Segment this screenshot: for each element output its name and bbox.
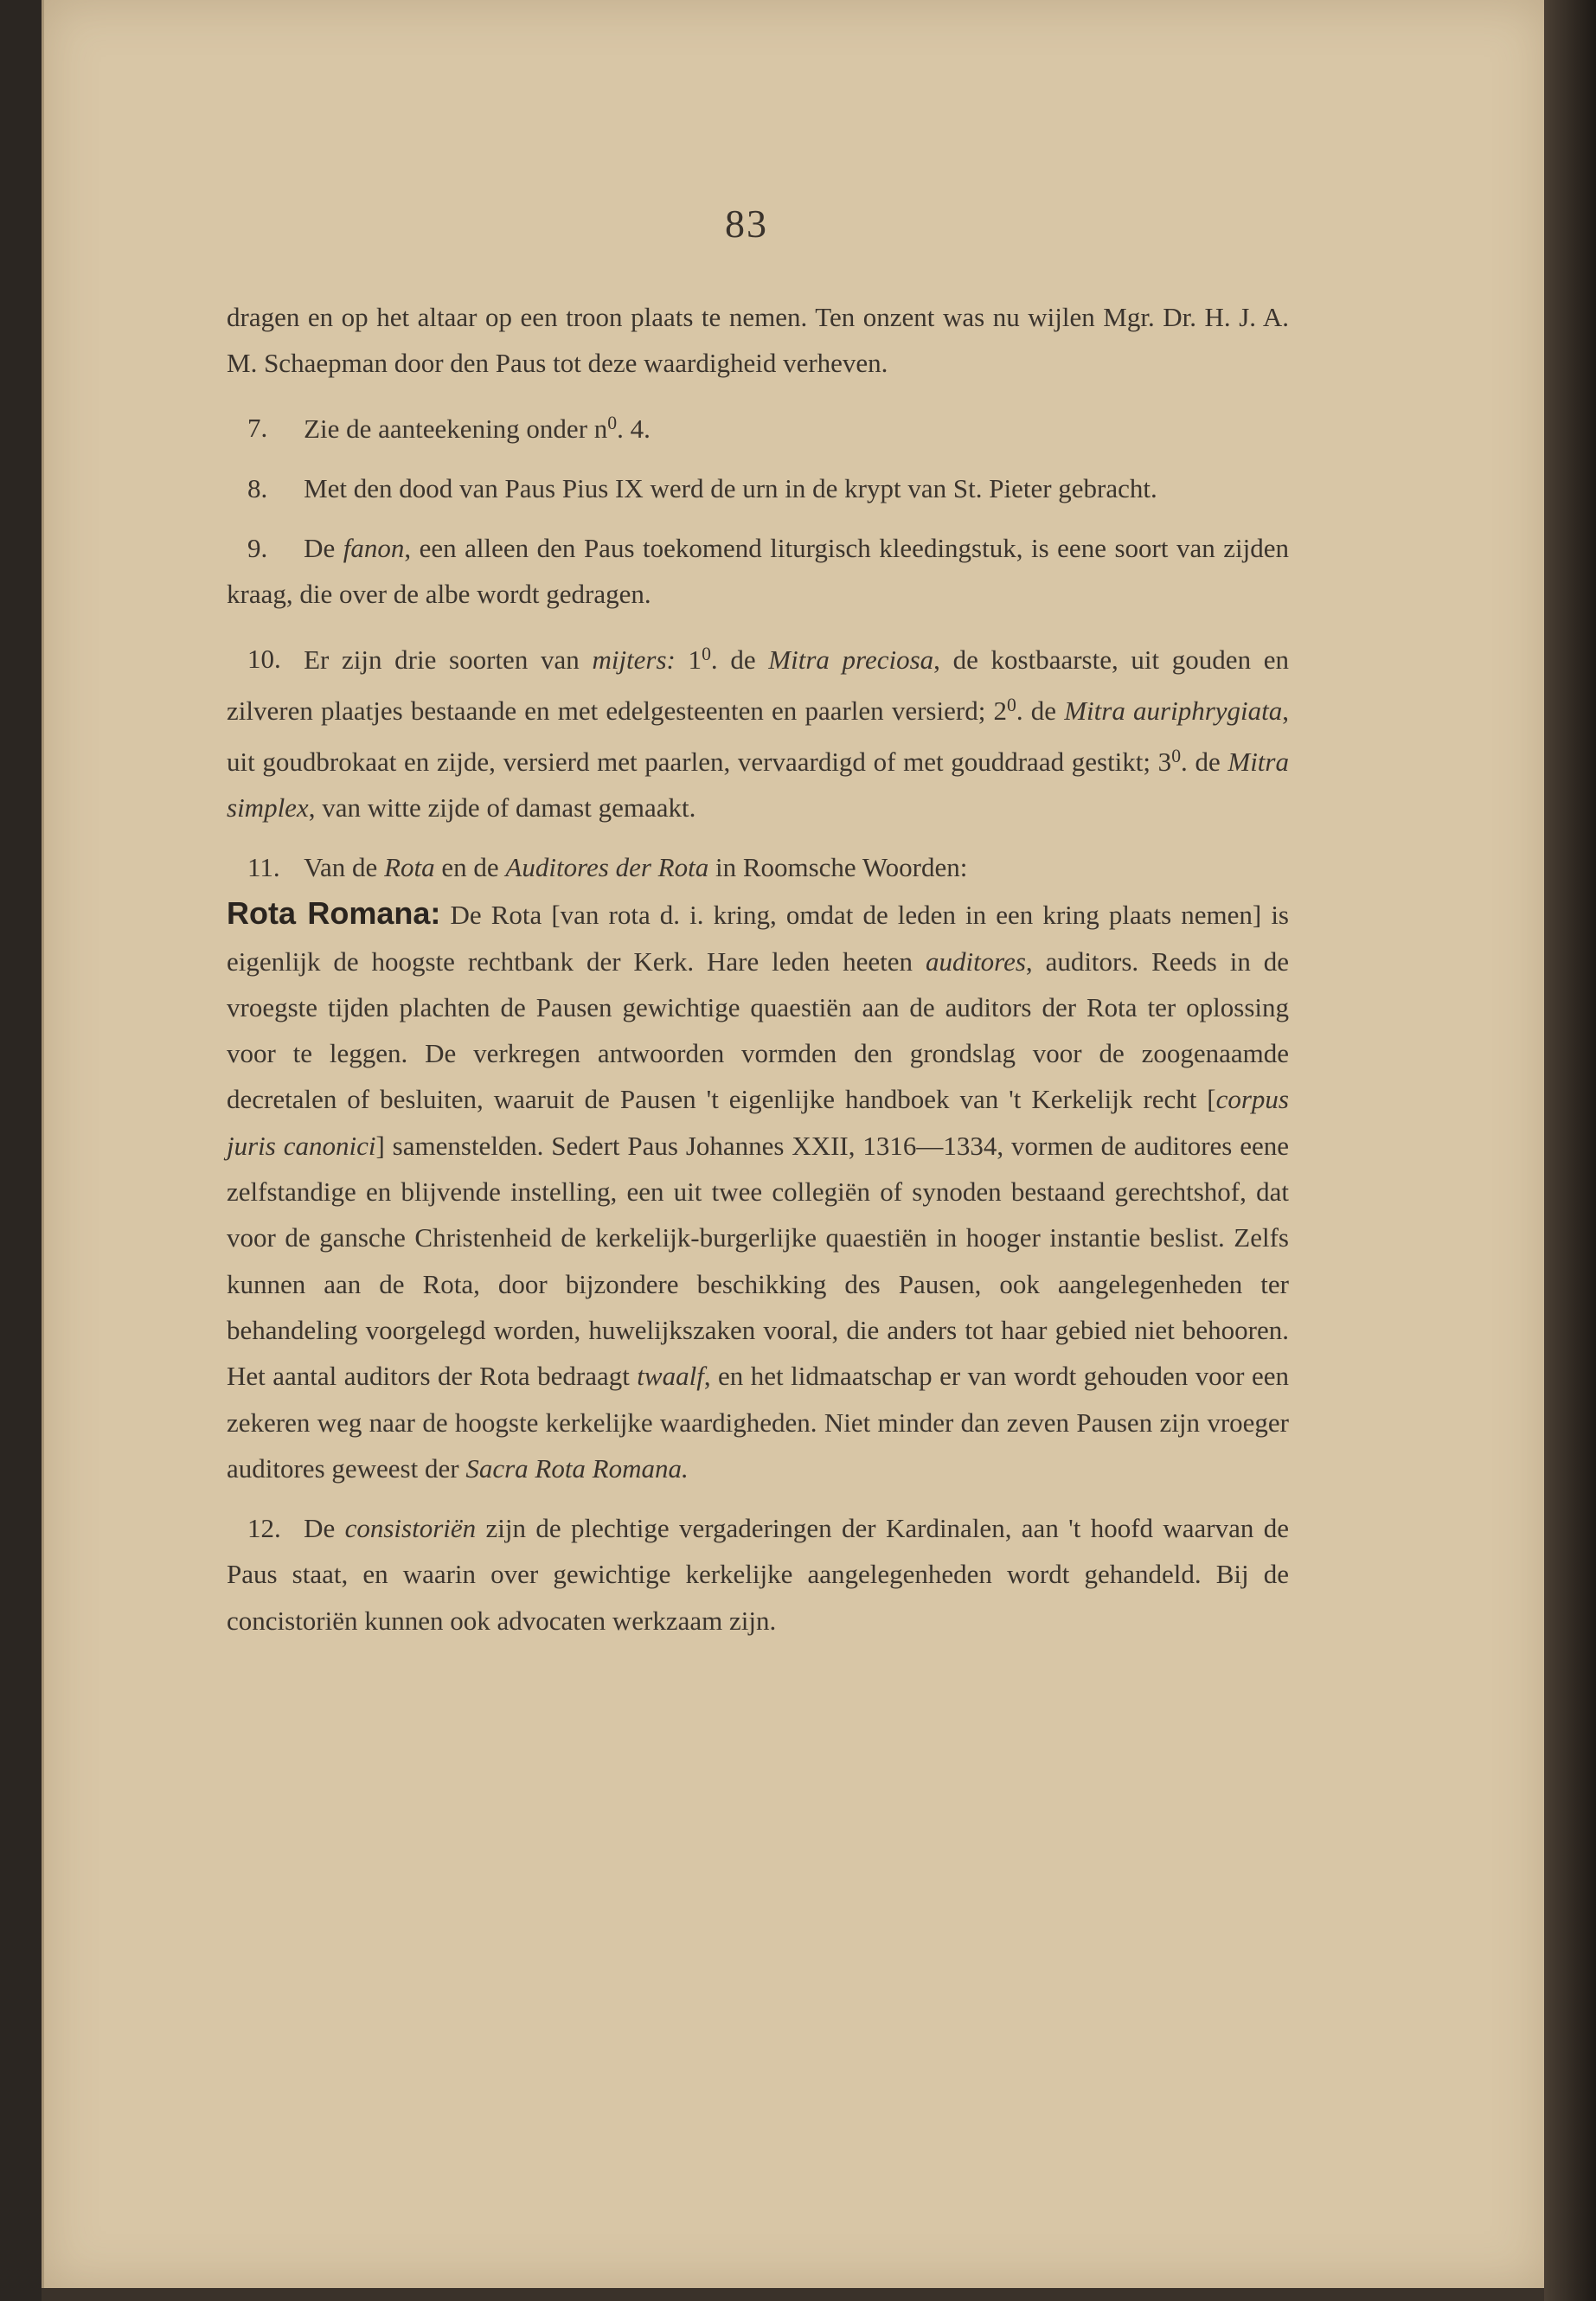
- note-text: , de kostbaarste, uit gouden en zilveren plaatjes bestaande en met edelgesteenten en paarlen versierd; 2: [227, 644, 1290, 726]
- italic-term: mijters:: [592, 644, 676, 675]
- note-12: [227, 1505, 1289, 1644]
- note-text: Van de: [304, 851, 385, 882]
- italic-term: corpus juris canonici: [227, 1084, 1289, 1161]
- note-text: . de: [1016, 695, 1065, 726]
- note-8: [227, 465, 1289, 511]
- note-text: en de: [434, 851, 506, 882]
- note-text: . de: [710, 644, 769, 675]
- note-text: . de: [1181, 746, 1228, 777]
- italic-term: Auditores der Rota: [505, 851, 709, 882]
- note-9: [227, 525, 1289, 618]
- note-number: 9.: [247, 532, 268, 563]
- ordinal-superscript: 0: [1007, 694, 1016, 715]
- intro-text: dragen en op het altaar op een troon plaats te nemen. Ten onzent was nu wijlen Mgr. Dr. H. J. A. M. Schaepman door den Paus tot deze waardigheid verheven.: [227, 302, 1289, 379]
- italic-term: twaalf: [637, 1361, 704, 1392]
- entry-heading: Rota Romana:: [227, 895, 441, 932]
- page-body: [227, 294, 1289, 1644]
- page-edge-bottom: [42, 2288, 1544, 2301]
- note-number: 11.: [247, 851, 280, 882]
- page-number: 83: [725, 202, 768, 246]
- note-text: De: [304, 532, 343, 563]
- italic-term: Mitra preciosa: [768, 644, 934, 675]
- note-text: in Roomsche Woorden:: [708, 851, 968, 882]
- note-text: Zie de aanteekening onder n: [304, 413, 608, 444]
- ordinal-superscript: 0: [1171, 745, 1182, 766]
- italic-term: fanon: [343, 532, 405, 563]
- note-text: zijn de plechtige vergaderingen der Kardinalen, aan 't hoofd waarvan de Paus staat, en waarin over gewichtige kerkelijke aangelegenheden wordt gehandeld. Bij de concistoriën kunnen ook advocaten werkzaam zijn.: [227, 1513, 1289, 1636]
- note-number: 10.: [247, 644, 281, 675]
- note-text: , een alleen den Paus toekomend liturgisch kleedingstuk, is eene soort van zijden kraag, die over de albe wordt gedragen.: [227, 532, 1289, 610]
- note-text: . 4.: [617, 413, 651, 444]
- intro-paragraph: [227, 294, 1289, 387]
- note-10: [227, 631, 1289, 830]
- ordinal-superscript: 0: [702, 643, 711, 664]
- ordinal-superscript: 0: [607, 412, 618, 433]
- note-11: [227, 844, 1289, 1491]
- italic-term: Mitra simplex: [227, 746, 1289, 823]
- note-text: , auditors. Reeds in de vroegste tijden plachten de Pausen gewichtige quaestiën aan de auditors der Rota ter oplossing voor te leggen. De verkregen antwoorden vormden den grondslag voor de zoogenaamde decretalen of besluiten, waaruit de Pausen 't eigenlijke handboek van 't Kerkelijk recht [: [227, 945, 1289, 1115]
- note-text: 1: [675, 644, 702, 675]
- note-number: 8.: [247, 472, 268, 503]
- italic-term: auditores: [925, 945, 1026, 977]
- page-edge-right: [1544, 0, 1596, 2301]
- note-text: , en het lidmaatschap er van wordt gehouden voor een zekeren weg naar de hoogste kerkelijke waardigheden. Niet minder dan zeven Pausen zijn vroeger auditores geweest der: [227, 1361, 1289, 1484]
- note-number: 12.: [247, 1513, 281, 1544]
- italic-term: Sacra Rota Romana.: [465, 1452, 689, 1484]
- note-number: 7.: [247, 413, 268, 444]
- note-7: [227, 401, 1289, 452]
- italic-term: Rota: [384, 851, 435, 882]
- note-text: , van witte zijde of damast gemaakt.: [308, 792, 696, 823]
- note-text: Er zijn drie soorten van: [304, 644, 593, 675]
- note-text: , uit goudbrokaat en zijde, versierd met paarlen, vervaardigd of met gouddraad gestikt; 3: [227, 695, 1289, 777]
- note-text: De: [304, 1513, 345, 1544]
- italic-term: consistoriën: [344, 1513, 477, 1544]
- note-text: ] samenstelden. Sedert Paus Johannes XXII, 1316—1334, vormen de auditores eene zelfstandige en blijvende instelling, een uit twee collegiën of synoden bestaand gerechtshof, dat voor de gansche Christenheid de kerkelijk-burgerlijke quaestiën in hooger instantie beslist. Zelfs kunnen aan de Rota, door bijzondere beschikking des Pausen, ook aangelegenheden ter behandeling voorgelegd worden, huwelijkszaken vooral, die anders tot haar gebied niet behooren. Het aantal auditors der Rota bedraagt: [227, 1130, 1289, 1392]
- note-text: De Rota [van rota d. i. kring, omdat de leden in een kring plaats nemen] is eigenlijk de hoogste rechtbank der Kerk. Hare leden heeten: [227, 900, 1289, 977]
- note-text: Met den dood van Paus Pius IX werd de urn in de krypt van St. Pieter gebracht.: [304, 472, 1157, 503]
- italic-term: Mitra auriphrygiata: [1064, 695, 1283, 726]
